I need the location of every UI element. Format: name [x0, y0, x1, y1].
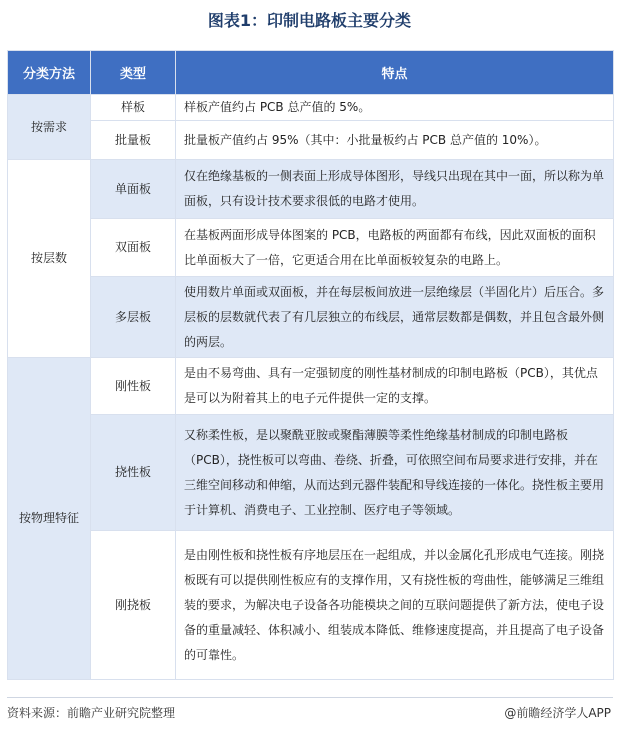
- table-row: [8, 358, 614, 415]
- header-method: 分类方法: [8, 51, 91, 95]
- feature-cell: 是由不易弯曲、具有一定强韧度的刚性基材制成的印制电路板（PCB），其优点是可以为附着其上的电子元件提供一定的支撑。: [176, 358, 614, 415]
- header-feature: 特点: [176, 51, 614, 95]
- feature-cell: 又称柔性板，是以聚酰亚胺或聚酯薄膜等柔性绝缘基材制成的印制电路板（PCB），挠性板可以弯曲、卷绕、折叠，可依照空间布局要求进行安排，并在三维空间移动和伸缩，从而达到元器件装配和导线连接的一体化。挠性板主要用于计算机、消费电子、工业控制、医疗电子等领域。: [176, 415, 614, 531]
- method-cell: 按物理特征: [8, 358, 91, 680]
- table-row: [8, 219, 614, 277]
- brand-label: @前瞻经济学人APP: [504, 706, 611, 720]
- feature-cell: 仅在绝缘基板的一侧表面上形成导体图形，导线只出现在其中一面，所以称为单面板，只有设计技术要求很低的电路才使用。: [176, 160, 614, 219]
- feature-cell: 样板产值约占 PCB 总产值的 5%。: [176, 95, 614, 121]
- method-cell: 按层数: [8, 160, 91, 358]
- type-cell: 样板: [91, 95, 176, 121]
- source-note: 资料来源：前瞻产业研究院整理: [7, 706, 176, 720]
- footer-divider: [7, 697, 613, 698]
- type-cell: 刚挠板: [91, 531, 176, 680]
- feature-cell: 是由刚性板和挠性板有序地层压在一起组成，并以金属化孔形成电气连接。刚挠板既有可以提供刚性板应有的支撑作用，又有挠性板的弯曲性，能够满足三维组装的要求，为解决电子设备各功能模块之间的互联问题提供了新方法，使电子设备的重量减轻、体积减小、组装成本降低、维修速度提高，并且提高了电子设备的可靠性。: [176, 531, 614, 680]
- type-cell: 双面板: [91, 219, 176, 277]
- feature-cell: 使用数片单面或双面板，并在每层板间放进一层绝缘层（半固化片）后压合。多层板的层数就代表了有几层独立的布线层，通常层数都是偶数，并且包含最外侧的两层。: [176, 277, 614, 358]
- type-cell: 多层板: [91, 277, 176, 358]
- table-row: [8, 121, 614, 160]
- feature-cell: 在基板两面形成导体图案的 PCB，电路板的两面都有布线，因此双面板的面积比单面板大了一倍，它更适合用在比单面板较复杂的电路上。: [176, 219, 614, 277]
- method-cell: 按需求: [8, 95, 91, 160]
- header-type: 类型: [91, 51, 176, 95]
- table-row: [8, 277, 614, 358]
- feature-cell: 批量板产值约占 95%（其中：小批量板约占 PCB 总产值的 10%）。: [176, 121, 614, 160]
- type-cell: 批量板: [91, 121, 176, 160]
- type-cell: 刚性板: [91, 358, 176, 415]
- table-row: [8, 415, 614, 531]
- table-title: 图表1：印制电路板主要分类: [207, 10, 412, 30]
- type-cell: 单面板: [91, 160, 176, 219]
- classification-table: [7, 50, 614, 680]
- table-row: [8, 160, 614, 219]
- table-row: [8, 95, 614, 121]
- type-cell: 挠性板: [91, 415, 176, 531]
- header-row: [8, 51, 614, 95]
- table-row: [8, 531, 614, 680]
